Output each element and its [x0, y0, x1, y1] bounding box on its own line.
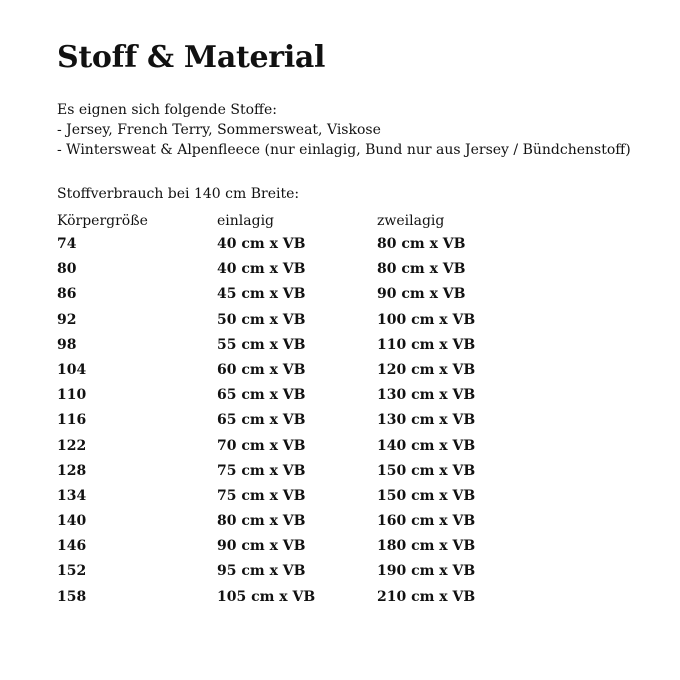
table-row — [57, 484, 537, 509]
cell-double-layer: 80 cm x VB — [377, 236, 466, 252]
cell-single-layer: 75 cm x VB — [217, 487, 306, 504]
cell-double-layer: 180 cm x VB — [377, 538, 476, 555]
cell-size: 122 — [57, 437, 87, 454]
cell-single-layer: 80 cm x VB — [217, 513, 306, 530]
cell-double-layer: 130 cm x VB — [377, 387, 476, 404]
cell-size: 98 — [57, 336, 77, 353]
column-header-single-layer: einlagig — [217, 213, 275, 229]
cell-size: 146 — [57, 538, 87, 555]
cell-size: 140 — [57, 513, 87, 530]
cell-double-layer: 90 cm x VB — [377, 286, 466, 303]
cell-single-layer: 55 cm x VB — [217, 336, 306, 353]
cell-size: 74 — [57, 236, 77, 252]
cell-single-layer: 105 cm x VB — [217, 588, 316, 605]
table-row — [57, 509, 537, 534]
cell-single-layer: 75 cm x VB — [217, 462, 306, 479]
usage-heading: Stoffverbrauch bei 140 cm Breite: — [57, 186, 300, 202]
cell-double-layer: 210 cm x VB — [377, 588, 476, 605]
table-row — [57, 383, 537, 408]
table-row — [57, 534, 537, 559]
table-row — [57, 232, 537, 257]
cell-single-layer: 70 cm x VB — [217, 437, 306, 454]
cell-size: 86 — [57, 286, 77, 303]
cell-single-layer: 45 cm x VB — [217, 286, 306, 303]
cell-single-layer: 60 cm x VB — [217, 361, 306, 378]
cell-size: 110 — [57, 387, 87, 404]
table-row — [57, 408, 537, 433]
cell-size: 134 — [57, 487, 87, 504]
cell-double-layer: 160 cm x VB — [377, 513, 476, 530]
fabric-usage-table — [57, 210, 537, 610]
table-row — [57, 559, 537, 584]
table-row — [57, 257, 537, 282]
cell-single-layer: 50 cm x VB — [217, 311, 306, 328]
table-header-row — [57, 210, 537, 232]
cell-size: 92 — [57, 311, 77, 328]
fabric-list-item: - Wintersweat & Alpenfleece (nur einlagig, Bund nur aus Jersey / Bündchenstoff) — [57, 142, 631, 158]
cell-double-layer: 110 cm x VB — [377, 336, 476, 353]
cell-single-layer: 90 cm x VB — [217, 538, 306, 555]
cell-single-layer: 95 cm x VB — [217, 563, 306, 580]
cell-size: 104 — [57, 361, 87, 378]
cell-size: 80 — [57, 261, 77, 278]
column-header-size: Körpergröße — [57, 213, 148, 229]
table-row — [57, 333, 537, 358]
cell-double-layer: 120 cm x VB — [377, 361, 476, 378]
fabric-intro: Es eignen sich folgende Stoffe: — [57, 102, 277, 118]
cell-single-layer: 40 cm x VB — [217, 261, 306, 278]
cell-single-layer: 65 cm x VB — [217, 387, 306, 404]
cell-double-layer: 80 cm x VB — [377, 261, 466, 278]
cell-double-layer: 150 cm x VB — [377, 462, 476, 479]
table-row — [57, 459, 537, 484]
cell-size: 128 — [57, 462, 87, 479]
fabric-list — [57, 120, 670, 160]
table-row — [57, 282, 537, 307]
cell-double-layer: 100 cm x VB — [377, 311, 476, 328]
cell-single-layer: 40 cm x VB — [217, 236, 306, 252]
fabric-list-item: - Jersey, French Terry, Sommersweat, Viskose — [57, 122, 381, 138]
cell-size: 158 — [57, 588, 87, 605]
table-body — [57, 232, 537, 610]
table-row — [57, 308, 537, 333]
table-row — [57, 585, 537, 610]
document-page — [57, 38, 670, 610]
column-header-double-layer: zweilagig — [377, 213, 445, 229]
cell-double-layer: 130 cm x VB — [377, 412, 476, 429]
table-row — [57, 358, 537, 383]
cell-double-layer: 190 cm x VB — [377, 563, 476, 580]
cell-single-layer: 65 cm x VB — [217, 412, 306, 429]
cell-double-layer: 140 cm x VB — [377, 437, 476, 454]
table-row — [57, 434, 537, 459]
cell-size: 116 — [57, 412, 87, 429]
cell-size: 152 — [57, 563, 87, 580]
cell-double-layer: 150 cm x VB — [377, 487, 476, 504]
page-title: Stoff & Material — [57, 40, 326, 75]
